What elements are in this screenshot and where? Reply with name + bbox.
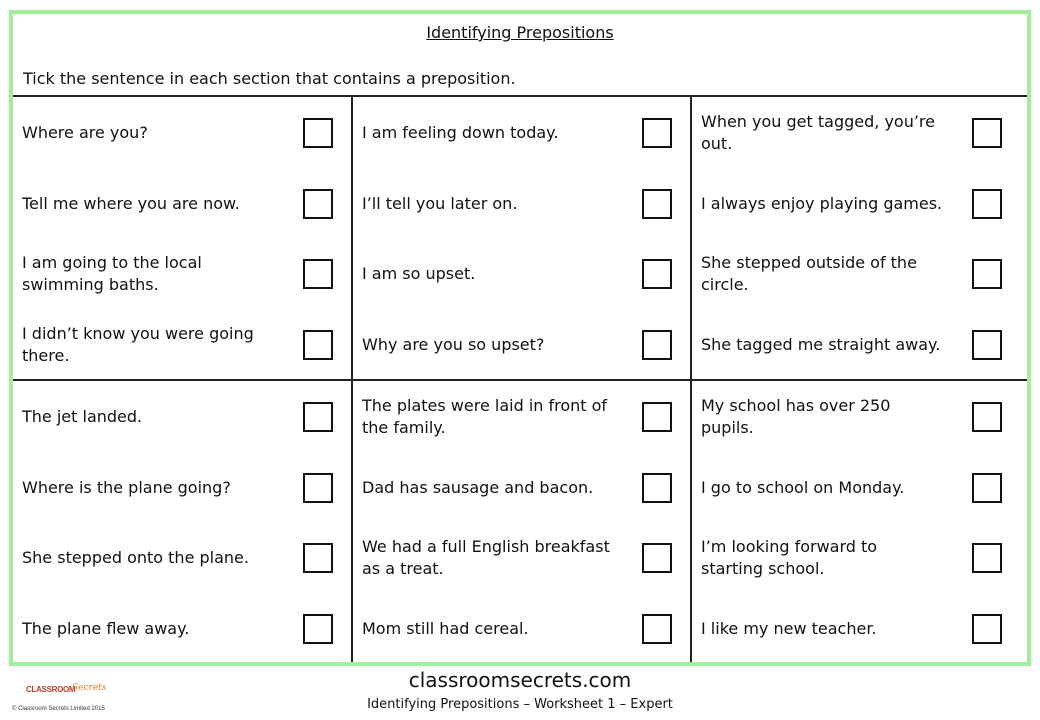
sentence-text: When you get tagged, you’re out. bbox=[701, 111, 935, 153]
tick-box[interactable] bbox=[642, 118, 672, 148]
list-item bbox=[692, 381, 1027, 452]
section-3 bbox=[692, 97, 1027, 379]
sentence-text: The jet landed. bbox=[22, 406, 143, 426]
list-item bbox=[13, 381, 351, 452]
list-item bbox=[692, 452, 1027, 523]
tick-box[interactable] bbox=[642, 189, 672, 219]
logo-word: CLASSROOM bbox=[26, 685, 76, 694]
list-item bbox=[353, 522, 690, 593]
list-item bbox=[13, 593, 351, 664]
sentence-text: I’ll tell you later on. bbox=[362, 193, 518, 213]
tick-box[interactable] bbox=[972, 259, 1002, 289]
sentence-text: Where is the plane going? bbox=[22, 477, 231, 497]
sentence-text: The plates were laid in front of the family. bbox=[362, 395, 608, 437]
tick-box[interactable] bbox=[303, 614, 333, 644]
footer-subtitle: Identifying Prepositions – Worksheet 1 – Expert bbox=[367, 697, 673, 712]
tick-box[interactable] bbox=[642, 614, 672, 644]
worksheet-title: Identifying Prepositions bbox=[426, 23, 614, 42]
sentence-text: I’m looking forward to starting school. bbox=[701, 536, 878, 578]
sentence-grid bbox=[13, 95, 1027, 662]
tick-box[interactable] bbox=[972, 543, 1002, 573]
list-item bbox=[353, 238, 690, 309]
section-4 bbox=[13, 381, 351, 663]
logo-script: Secrets bbox=[72, 683, 107, 693]
list-item bbox=[353, 381, 690, 452]
sentence-text: I like my new teacher. bbox=[701, 618, 877, 638]
sentence-text: I am so upset. bbox=[362, 263, 476, 283]
tick-box[interactable] bbox=[303, 259, 333, 289]
sentence-text: I go to school on Monday. bbox=[701, 477, 905, 497]
list-item bbox=[13, 522, 351, 593]
sentence-text: Tell me where you are now. bbox=[22, 193, 240, 213]
section-6 bbox=[692, 381, 1027, 663]
list-item bbox=[692, 309, 1027, 380]
tick-box[interactable] bbox=[303, 402, 333, 432]
tick-box[interactable] bbox=[642, 543, 672, 573]
list-item bbox=[13, 452, 351, 523]
sentence-text: I am feeling down today. bbox=[362, 122, 559, 142]
sentence-text: She stepped outside of the circle. bbox=[701, 252, 917, 294]
sentence-text: Why are you so upset? bbox=[362, 334, 545, 354]
section-1 bbox=[13, 97, 351, 379]
list-item bbox=[13, 168, 351, 239]
tick-box[interactable] bbox=[642, 330, 672, 360]
sentence-text: Where are you? bbox=[22, 122, 148, 142]
tick-box[interactable] bbox=[303, 189, 333, 219]
tick-box[interactable] bbox=[642, 402, 672, 432]
sentence-text: We had a full English breakfast as a treat. bbox=[362, 536, 610, 578]
list-item bbox=[353, 168, 690, 239]
tick-box[interactable] bbox=[972, 614, 1002, 644]
list-item bbox=[353, 309, 690, 380]
tick-box[interactable] bbox=[303, 543, 333, 573]
list-item bbox=[692, 522, 1027, 593]
list-item bbox=[692, 168, 1027, 239]
worksheet-instruction: Tick the sentence in each section that contains a preposition. bbox=[23, 69, 516, 88]
tick-box[interactable] bbox=[303, 330, 333, 360]
copyright-notice: © Classroom Secrets Limited 2015 bbox=[12, 706, 105, 712]
sentence-text: I am going to the local swimming baths. bbox=[22, 252, 202, 294]
tick-box[interactable] bbox=[972, 330, 1002, 360]
list-item bbox=[13, 238, 351, 309]
sentence-text: She stepped onto the plane. bbox=[22, 547, 249, 567]
worksheet-header bbox=[13, 14, 1027, 96]
sentence-text: She tagged me straight away. bbox=[701, 334, 941, 354]
tick-box[interactable] bbox=[303, 473, 333, 503]
list-item bbox=[692, 593, 1027, 664]
sentence-text: I didn’t know you were going there. bbox=[22, 323, 254, 365]
list-item bbox=[353, 593, 690, 664]
list-item bbox=[13, 309, 351, 380]
list-item bbox=[692, 238, 1027, 309]
sentence-text: Mom still had cereal. bbox=[362, 618, 529, 638]
sentence-text: I always enjoy playing games. bbox=[701, 193, 943, 213]
tick-box[interactable] bbox=[972, 402, 1002, 432]
section-2 bbox=[353, 97, 690, 379]
tick-box[interactable] bbox=[972, 118, 1002, 148]
tick-box[interactable] bbox=[972, 473, 1002, 503]
footer-site-url: classroomsecrets.com bbox=[408, 668, 632, 692]
list-item bbox=[692, 97, 1027, 168]
section-5 bbox=[353, 381, 690, 663]
list-item bbox=[353, 452, 690, 523]
sentence-text: My school has over 250 pupils. bbox=[701, 395, 891, 437]
tick-box[interactable] bbox=[972, 189, 1002, 219]
list-item bbox=[13, 97, 351, 168]
tick-box[interactable] bbox=[303, 118, 333, 148]
worksheet-frame bbox=[9, 10, 1031, 666]
sentence-text: Dad has sausage and bacon. bbox=[362, 477, 594, 497]
tick-box[interactable] bbox=[642, 259, 672, 289]
row-divider bbox=[13, 379, 1027, 381]
list-item bbox=[353, 97, 690, 168]
tick-box[interactable] bbox=[642, 473, 672, 503]
sentence-text: The plane flew away. bbox=[22, 618, 190, 638]
